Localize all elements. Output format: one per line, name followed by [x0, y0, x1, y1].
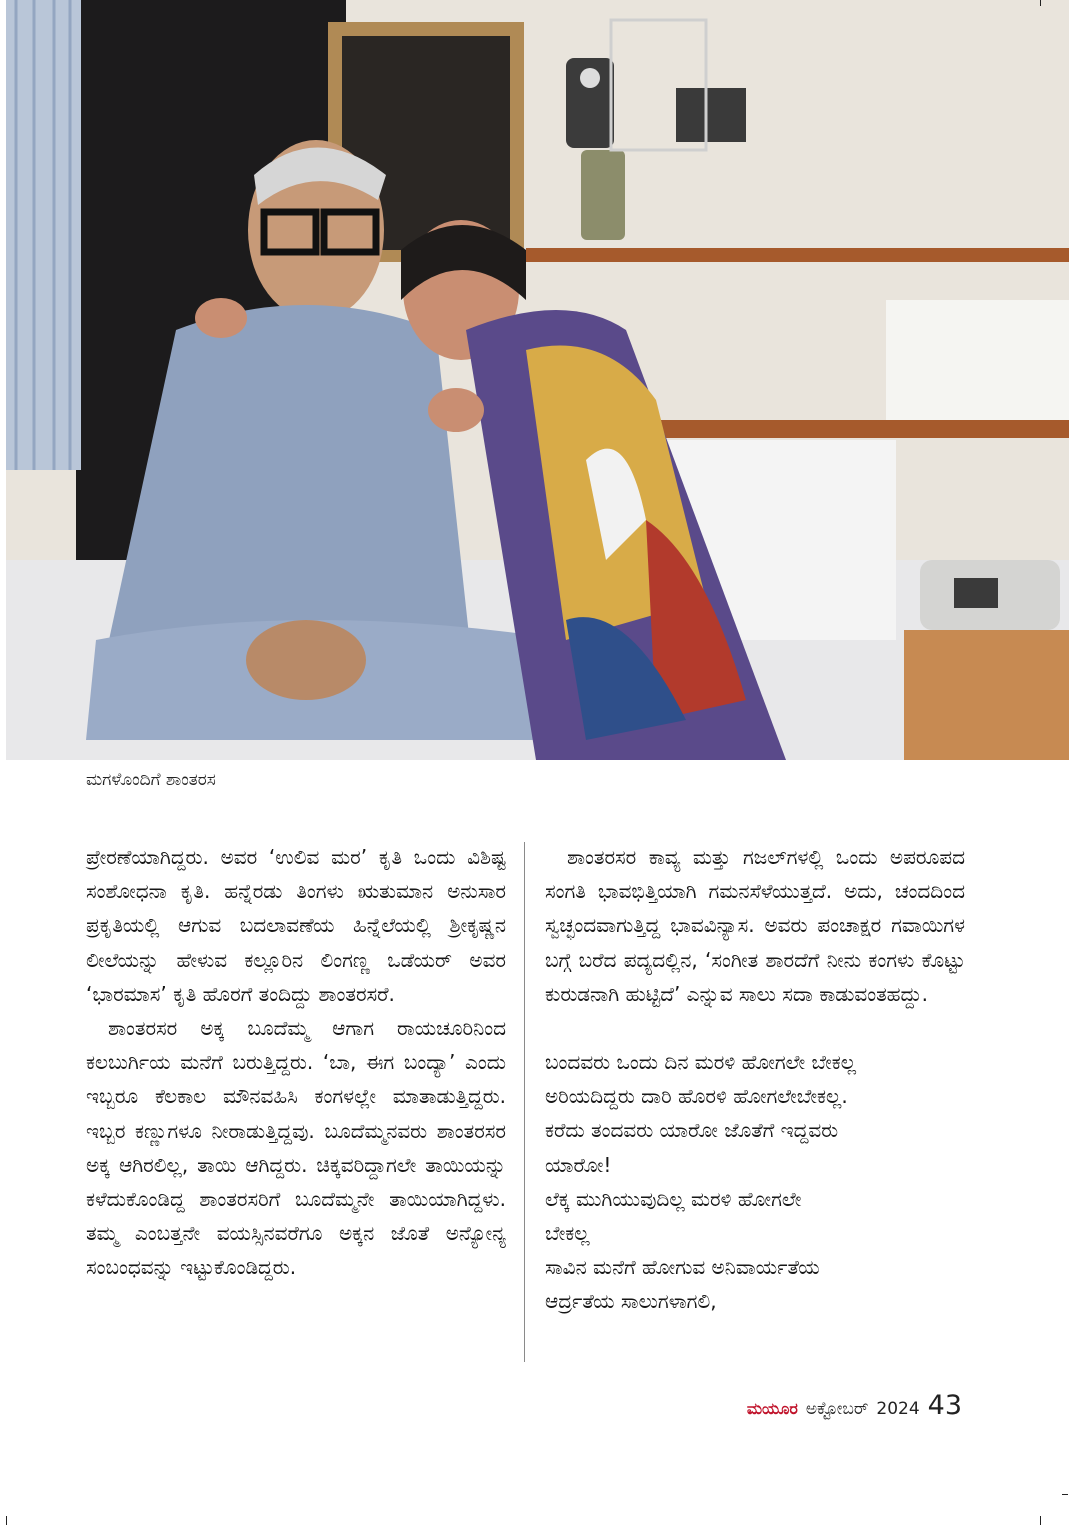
issue-year: 2024: [876, 1399, 920, 1419]
poem-line: ಬಂದವರು ಒಂದು ದಿನ ಮರಳಿ ಹೋಗಲೇ ಬೇಕಲ್ಲ: [545, 1050, 857, 1075]
left-column: [86, 840, 506, 1285]
crop-mark: [1040, 0, 1041, 6]
poem-line: ಯಾರೋ!: [545, 1152, 612, 1177]
issue-month: ಅಕ್ಟೋಬರ್: [805, 1399, 869, 1419]
column-divider: [524, 842, 525, 1362]
right-column: [545, 840, 965, 1319]
poem-line: ಆರ್ದ್ರತೆಯ ಸಾಲುಗಳಾಗಲಿ,: [545, 1289, 717, 1314]
poem-line: ಕರೆದು ತಂದವರು ಯಾರೋ ಜೊತೆಗೆ ಇದ್ದವರು: [545, 1118, 839, 1143]
poem-line: ಅರಿಯದಿದ್ದರು ದಾರಿ ಹೊರಳಿ ಹೋಗಲೇಬೇಕಲ್ಲ.: [545, 1084, 848, 1109]
photo: [6, 0, 1069, 760]
crop-mark: [6, 1516, 7, 1525]
page-number: 43: [927, 1390, 962, 1421]
poem-line: ಸಾವಿನ ಮನೆಗೆ ಹೋಗುವ ಅನಿವಾರ್ಯತೆಯ: [545, 1255, 820, 1280]
poem-line: ಬೇಕಲ್ಲ: [545, 1221, 590, 1246]
photo-icon: [6, 0, 1069, 760]
photo-caption: ಮಗಳೊಂದಿಗೆ ಶಾಂತರಸ: [86, 770, 216, 790]
left-paragraph-1: ಪ್ರೇರಣೆಯಾಗಿದ್ದರು. ಅವರ ‘ಉಲಿವ ಮರ’ ಕೃತಿ ಒಂದು ವಿಶಿಷ್ಟ ಸಂಶೋಧನಾ ಕೃತಿ. ಹನ್ನೆರಡು ತಿಂಗಳು ಋತುಮಾನ ಅನುಸಾರ ಪ್ರಕೃತಿಯಲ್ಲಿ ಆಗುವ ಬದಲಾವಣೆಯ ಹಿನ್ನೆಲೆಯಲ್ಲಿ ಶ್ರೀಕೃಷ್ಣನ ಲೀಲೆಯನ್ನು ಹೇಳುವ ಕಲ್ಲೂರಿನ ಲಿಂಗಣ್ಣ ಒಡೆಯರ್ ಅವರ ‘ಭಾರಮಾಸ’ ಕೃತಿ ಹೊರಗೆ ತಂದಿದ್ದು ಶಾಂತರಸರೆ.: [86, 845, 506, 1006]
page-footer: [747, 1390, 962, 1421]
crop-mark: [1040, 1516, 1041, 1525]
crop-mark: [1062, 1494, 1068, 1495]
magazine-logo: ಮಯೂರ: [746, 1399, 798, 1418]
poem-line: ಲೆಕ್ಕ ಮುಗಿಯುವುದಿಲ್ಲ ಮರಳಿ ಹೋಗಲೇ: [545, 1186, 802, 1211]
left-paragraph-2: ಶಾಂತರಸರ ಅಕ್ಕ ಬೂದೆಮ್ಮ ಆಗಾಗ ರಾಯಚೂರಿನಿಂದ ಕಲಬುರ್ಗಿಯ ಮನೆಗೆ ಬರುತ್ತಿದ್ದರು. ‘ಬಾ, ಈಗ ಬಂದ್ಯಾ’ ಎಂದು ಇಬ್ಬರೂ ಕೆಲಕಾಲ ಮೌನವಹಿಸಿ ಕಂಗಳಲ್ಲೇ ಮಾತಾಡುತ್ತಿದ್ದರು. ಇಬ್ಬರ ಕಣ್ಣುಗಳೂ ನೀರಾಡುತ್ತಿದ್ದವು. ಬೂದೆಮ್ಮನವರು ಶಾಂತರಸರ ಅಕ್ಕ ಆಗಿರಲಿಲ್ಲ, ತಾಯಿ ಆಗಿದ್ದರು. ಚಿಕ್ಕವರಿದ್ದಾಗಲೇ ತಾಯಿಯನ್ನು ಕಳೆದುಕೊಂಡಿದ್ದ ಶಾಂತರಸರಿಗೆ ಬೂದೆಮ್ಮನೇ ತಾಯಿಯಾಗಿದ್ದಳು. ತಮ್ಮ ಎಂಬತ್ತನೇ ವಯಸ್ಸಿನವರೆಗೂ ಅಕ್ಕನ ಜೊತೆ ಅನ್ಯೋನ್ಯ ಸಂಬಂಧವನ್ನು ಇಟ್ಟುಕೊಂಡಿದ್ದರು.: [86, 1016, 506, 1280]
right-paragraph-1: ಶಾಂತರಸರ ಕಾವ್ಯ ಮತ್ತು ಗಜಲ್‌ಗಳಲ್ಲಿ ಒಂದು ಅಪರೂಪದ ಸಂಗತಿ ಭಾವಭಿತ್ತಿಯಾಗಿ ಗಮನಸೆಳೆಯುತ್ತದೆ. ಅದು, ಚಂದದಿಂದ ಸ್ವಚ್ಛಂದವಾಗುತ್ತಿದ್ದ ಭಾವವಿನ್ಯಾಸ. ಅವರು ಪಂಚಾಕ್ಷರ ಗವಾಯಿಗಳ ಬಗ್ಗೆ ಬರೆದ ಪದ್ಯದಲ್ಲಿನ, ‘ಸಂಗೀತ ಶಾರದೆಗೆ ನೀನು ಕಂಗಳು ಕೊಟ್ಟು ಕುರುಡನಾಗಿ ಹುಟ್ಟಿದೆ’ ಎನ್ನುವ ಸಾಲು ಸದಾ ಕಾಡುವಂತಹದ್ದು.: [545, 845, 965, 1006]
